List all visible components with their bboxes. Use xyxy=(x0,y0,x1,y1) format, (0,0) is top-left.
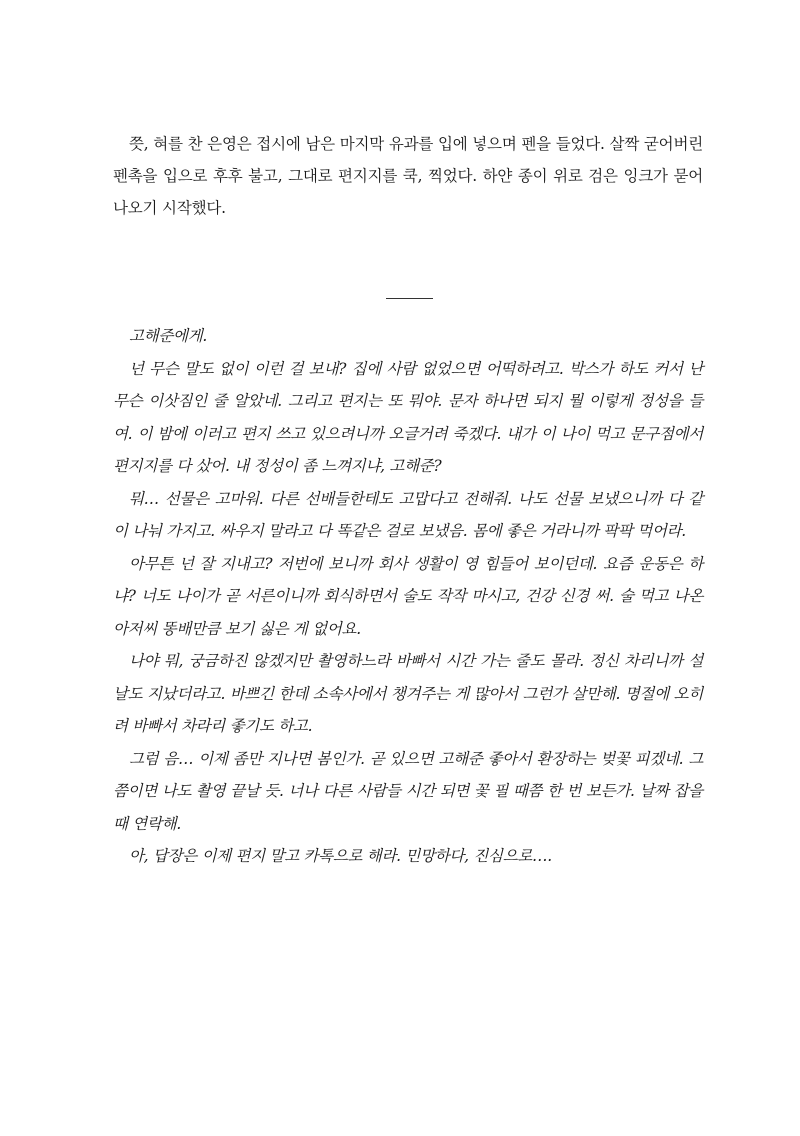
letter-paragraph: 아, 답장은 이제 편지 말고 카톡으로 해라. 민망하다, 진심으로…. xyxy=(129,847,552,865)
intro-text: 쯧, 혀를 찬 은영은 접시에 남은 마지막 유과를 입에 넣으며 펜을 들었다. 살짝 굳어버린 펜촉을 입으로 후후 불고, 그대로 편지지를 쿡, 찍었다. 하얀 종이 위로 검은 잉크가 묻어나오기 시작했다. xyxy=(113,135,703,217)
section-divider xyxy=(386,298,433,299)
letter-paragraph: 그럼 음… 이제 좀만 지나면 봄인가. 곧 있으면 고해준 좋아서 환장하는 벚꽃 피겠네. 그쯤이면 나도 촬영 끝날 듯. 너나 다른 사람들 시간 되면 꽃 필 때쯤 한 번 보든가. 날짜 잡을 때 연락해. xyxy=(113,749,703,833)
letter-body xyxy=(113,320,703,873)
letter-salutation: 고해준에게. xyxy=(129,327,207,345)
narrative-paragraph xyxy=(113,128,703,224)
letter-paragraph: 나야 뭐, 궁금하진 않겠지만 촬영하느라 바빠서 시간 가는 줄도 몰라. 정신 차리니까 설날도 지났더라고. 바쁘긴 한데 소속사에서 챙겨주는 게 많아서 그런가 살만해. 명절에 오히려 바빠서 차라리 좋기도 하고. xyxy=(113,652,703,735)
letter-paragraph: 아무튼 넌 잘 지내고? 저번에 보니까 회사 생활이 영 힘들어 보이던데. 요즘 운동은 하냐? 너도 나이가 곧 서른이니까 회식하면서 술도 작작 마시고, 건강 신경 써. 술 먹고 나온 아저씨 똥배만큼 보기 싫은 게 없어요. xyxy=(113,554,703,638)
letter-paragraph: 뭐… 선물은 고마워. 다른 선배들한테도 고맙다고 전해줘. 나도 선물 보냈으니까 다 같이 나눠 가지고. 싸우지 말라고 다 똑같은 걸로 보냈음. 몸에 좋은 거라니까 팍팍 먹어라. xyxy=(113,489,703,540)
letter-paragraph: 넌 무슨 말도 없이 이런 걸 보내? 집에 사람 없었으면 어떡하려고. 박스가 하도 커서 난 무슨 이삿짐인 줄 알았네. 그리고 편지는 또 뭐야. 문자 하나면 되지 뭘 이렇게 정성을 들여. 이 밤에 이러고 편지 쓰고 있으려니까 오글거려 죽겠다. 내가 이 나이 먹고 문구점에서 편지지를 다 샀어. 내 정성이 좀 느껴지냐, 고해준? xyxy=(113,359,703,475)
